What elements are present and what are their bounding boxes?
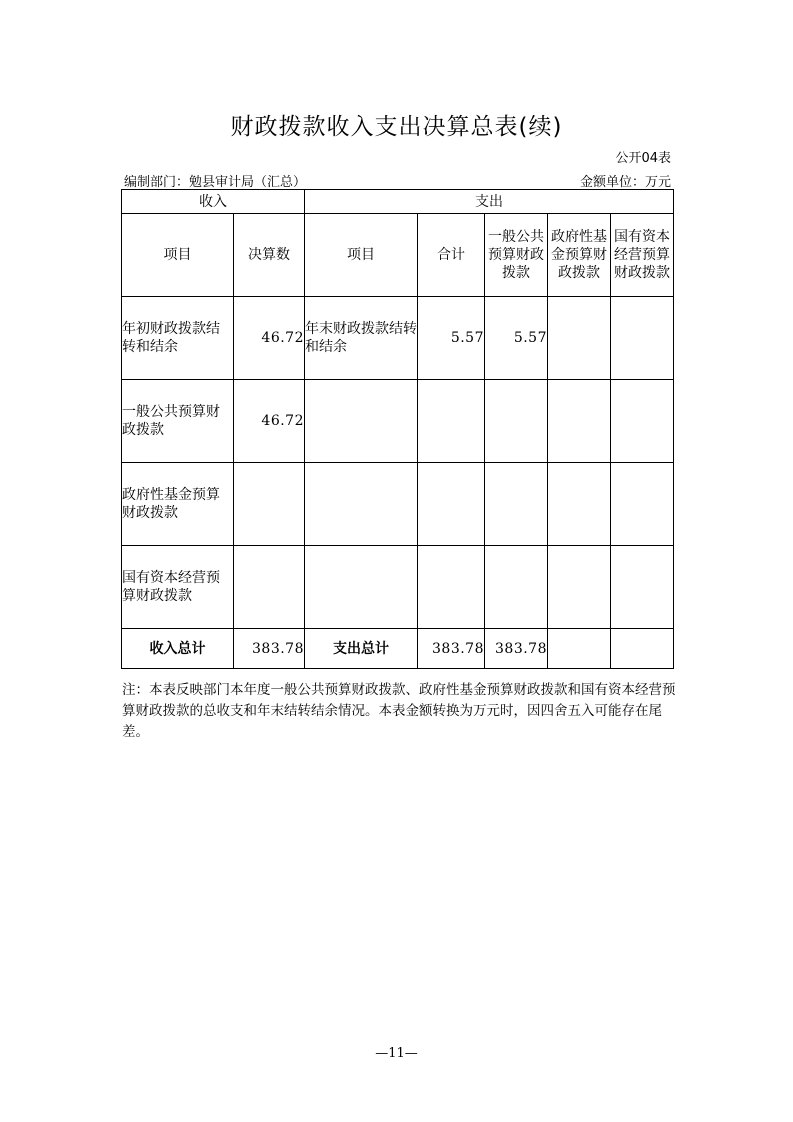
expense-item-cell <box>305 546 418 629</box>
total-header: 合计 <box>418 214 485 297</box>
department-label: 编制部门：勉县审计局（汇总） <box>124 175 307 190</box>
state-capital-cell <box>611 463 674 546</box>
totals-row <box>122 629 674 669</box>
gov-fund-cell <box>548 546 611 629</box>
state-capital-header: 国有资本经营预算财政拨款 <box>611 214 674 297</box>
expense-item-cell <box>305 463 418 546</box>
expense-item-cell: 年末财政拨款结转和结余 <box>305 297 418 380</box>
state-capital-cell <box>611 546 674 629</box>
expense-group-header: 支出 <box>305 190 674 214</box>
state-capital-cell <box>611 380 674 463</box>
general-budget-total: 383.78 <box>485 629 548 669</box>
income-amount-header: 决算数 <box>234 214 305 297</box>
column-header-row <box>122 214 674 297</box>
group-header-row <box>122 190 674 214</box>
general-budget-cell: 5.57 <box>485 297 548 380</box>
expense-total-label: 支出总计 <box>305 629 418 669</box>
gov-fund-total <box>548 629 611 669</box>
table-row <box>122 546 674 629</box>
state-capital-total <box>611 629 674 669</box>
form-number: 公开04表 <box>615 151 671 166</box>
income-amount-cell: 46.72 <box>234 380 305 463</box>
income-amount-cell <box>234 546 305 629</box>
general-budget-cell <box>485 546 548 629</box>
total-cell <box>418 463 485 546</box>
page-number: —11— <box>375 1046 418 1061</box>
table-row <box>122 297 674 380</box>
expense-item-cell <box>305 380 418 463</box>
gov-fund-cell <box>548 380 611 463</box>
expense-total-amount: 383.78 <box>418 629 485 669</box>
general-budget-cell <box>485 463 548 546</box>
income-item-cell: 国有资本经营预算财政拨款 <box>122 546 234 629</box>
gov-fund-cell <box>548 463 611 546</box>
table-note: 注：本表反映部门本年度一般公共预算财政拨款、政府性基金预算财政拨款和国有资本经营预算财政拨款的总收支和年末结转结余情况。本表金额转换为万元时，因四舍五入可能存在尾差。 <box>122 682 676 740</box>
income-item-cell: 年初财政拨款结转和结余 <box>122 297 234 380</box>
general-budget-header: 一般公共预算财政拨款 <box>485 214 548 297</box>
total-cell <box>418 546 485 629</box>
total-cell <box>418 380 485 463</box>
income-total-amount: 383.78 <box>234 629 305 669</box>
table-row <box>122 380 674 463</box>
income-amount-cell: 46.72 <box>234 297 305 380</box>
table-row <box>122 463 674 546</box>
expense-item-header: 项目 <box>305 214 418 297</box>
page-title: 财政拨款收入支出决算总表(续) <box>230 114 563 140</box>
income-group-header: 收入 <box>122 190 305 214</box>
income-item-cell: 一般公共预算财政拨款 <box>122 380 234 463</box>
gov-fund-header: 政府性基金预算财政拨款 <box>548 214 611 297</box>
state-capital-cell <box>611 297 674 380</box>
total-cell: 5.57 <box>418 297 485 380</box>
gov-fund-cell <box>548 297 611 380</box>
income-total-label: 收入总计 <box>122 629 234 669</box>
income-amount-cell <box>234 463 305 546</box>
income-item-header: 项目 <box>122 214 234 297</box>
general-budget-cell <box>485 380 548 463</box>
income-item-cell: 政府性基金预算财政拨款 <box>122 463 234 546</box>
unit-label: 金额单位：万元 <box>579 175 671 190</box>
budget-table <box>121 189 674 669</box>
